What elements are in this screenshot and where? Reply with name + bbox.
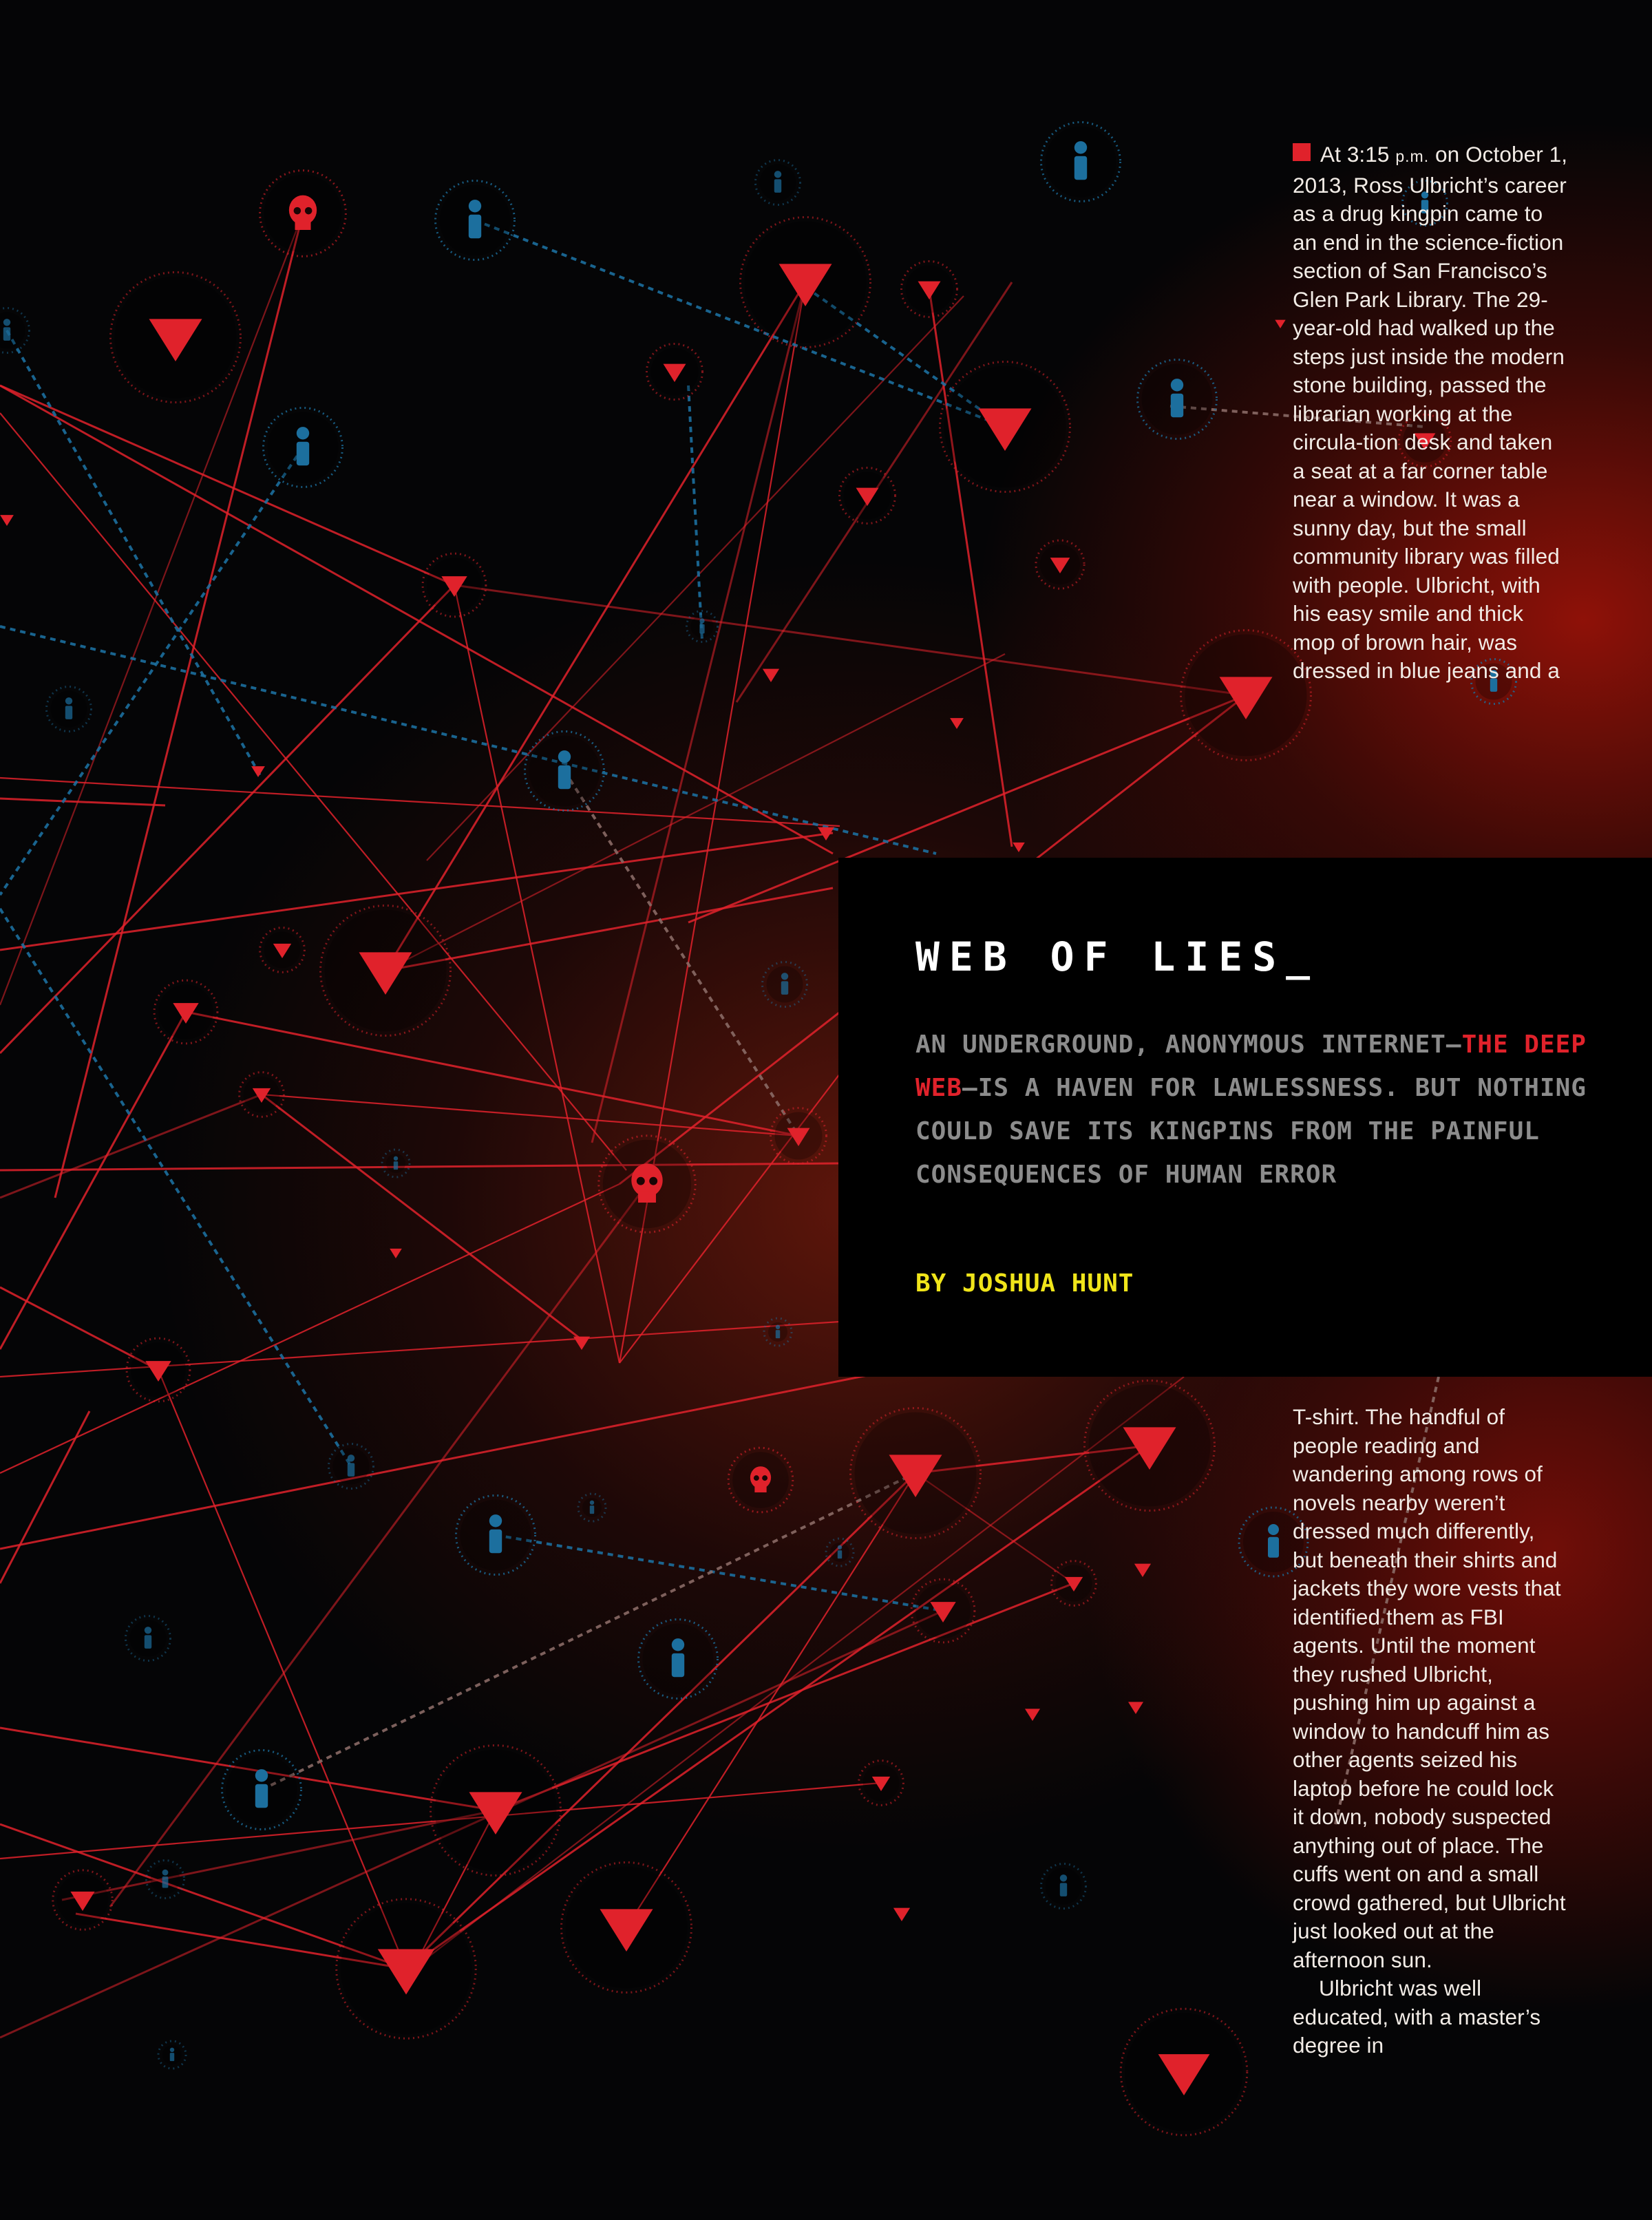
triangle-node-icon [390,1249,402,1258]
person-node-icon [1041,123,1121,202]
triangle-node-icon [1121,2009,1247,2135]
triangle-node-icon [562,1863,692,1993]
person-node-icon [756,160,801,205]
triangle-node-icon [1025,1709,1040,1721]
section-marker-square [1293,143,1311,161]
triangle-node-icon [840,468,896,524]
person-node-icon [1138,360,1217,439]
article-byline: BY JOSHUA HUNT [915,1269,1134,1298]
person-node-icon [578,1494,606,1521]
body-paragraph-1: T-shirt. The handful of people reading and wandering among rows of novels nearby weren’t dressed much differently, but beneath their shirts and jackets they wore vests that identified them as FBI agents. Until the moment they rushed Ulbricht, pushing him up against a window to handcuff him as other agents seized his laptop before he could lock it down, nobody suspected anything out of place. The cuffs went on and a small crowd gathered, but Ulbricht just looked out at the afternoon sun. [1293,1404,1566,1972]
triangle-node-icon [940,362,1070,492]
person-node-icon [264,408,343,487]
person-node-icon [126,1616,171,1661]
lead-paragraph [1293,140,1568,686]
triangle-node-icon [1181,631,1311,761]
skull-icon [728,1448,793,1512]
person-node-icon [687,611,718,642]
skull-icon [260,171,346,257]
triangle-node-icon [1013,843,1025,852]
triangle-node-icon [741,218,871,348]
triangle-node-icon [431,1746,561,1876]
triangle-node-icon [53,1870,112,1930]
triangle-node-icon [127,1338,190,1402]
lead-prefix: At 3:15 [1320,142,1396,167]
person-node-icon [436,181,515,260]
triangle-node-icon [251,766,265,777]
deck-part-1: AN UNDERGROUND, ANONYMOUS INTERNET— [915,1030,1462,1059]
triangle-node-icon [0,515,14,526]
triangle-node-icon [111,273,241,403]
person-node-icon [158,2041,186,2069]
triangle-node-icon [763,669,779,682]
deck-highlight: THE DEEP WEB [915,1030,1587,1102]
triangle-node-icon [240,1072,284,1117]
title-box [838,858,1652,1377]
person-node-icon [639,1620,718,1699]
triangle-node-icon [1036,540,1084,589]
triangle-node-icon [859,1761,904,1806]
person-node-icon [1041,1864,1086,1909]
triangle-node-icon [1085,1381,1215,1511]
skull-icon [599,1136,695,1232]
person-node-icon [525,732,604,811]
person-node-icon [764,1318,792,1346]
person-node-icon [222,1751,301,1830]
article-deck [915,1023,1604,1196]
person-node-icon [147,1861,184,1899]
triangle-node-icon [154,980,218,1044]
triangle-node-icon [893,1908,910,1921]
triangle-node-icon [260,928,305,973]
article-title: WEB OF LIES_ [915,933,1320,980]
deck-part-2: —IS A HAVEN FOR LAWLESSNESS. BUT NOTHING COULD SAVE ITS KINGPINS FROM THE PAINFUL CONSEQUENCES OF HUMAN ERROR [915,1074,1587,1189]
triangle-node-icon [1052,1561,1097,1606]
person-node-icon [0,308,30,353]
person-node-icon [47,687,92,732]
triangle-node-icon [647,344,703,400]
triangle-node-icon [950,718,964,729]
body-paragraph-2: Ulbricht was well educated, with a master’s degree in [1293,1976,1541,2058]
person-node-icon [456,1496,536,1575]
triangle-node-icon [321,906,451,1036]
triangle-node-icon [1275,320,1285,328]
triangle-node-icon [1128,1702,1143,1714]
person-node-icon [382,1150,410,1177]
person-node-icon [763,962,807,1007]
article-column-top [1293,140,1568,686]
triangle-node-icon [902,262,957,317]
lead-time-suffix: p.m. [1395,147,1430,165]
lead-body: on October 1, 2013, Ross Ulbricht’s career as a drug kingpin came to an end in the science-fiction section of San Francisco’s Glen Park Library. The 29-year-old had walked up the steps just inside the modern stone building, passed the librarian working at the circula-tion desk and taken a seat at a far corner table near a window. It was a sunny day, but the small community library was filled with people. Ulbricht, with his easy smile and thick mop of brown hair, was dressed in blue jeans and a [1293,142,1568,683]
article-column-bottom [1293,1403,1568,2060]
triangle-node-icon [911,1579,975,1642]
triangle-node-icon [771,1108,827,1164]
person-node-icon [826,1539,854,1566]
triangle-node-icon [573,1337,590,1350]
triangle-node-icon [1134,1564,1151,1577]
